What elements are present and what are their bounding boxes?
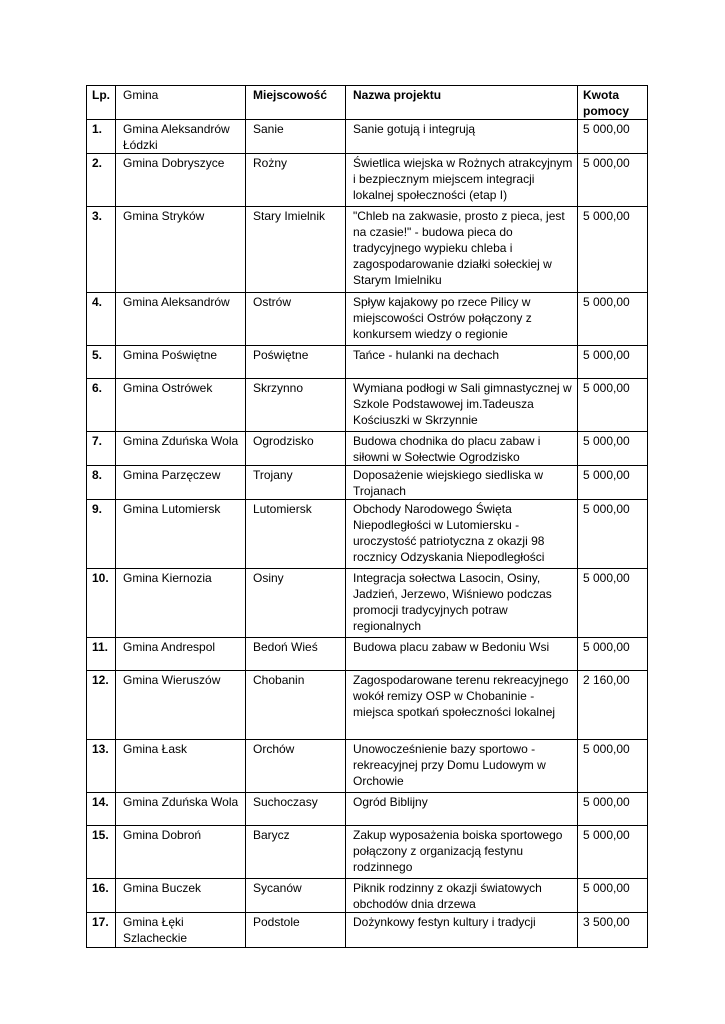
row-lp: 13. bbox=[87, 740, 116, 793]
row-projekt: Dożynkowy festyn kultury i tradycji bbox=[346, 913, 578, 948]
row-kwota: 5 000,00 bbox=[578, 569, 648, 638]
table-row bbox=[87, 879, 648, 913]
row-miejscowosc: Stary Imielnik bbox=[246, 207, 346, 293]
row-gmina: Gmina Andrespol bbox=[116, 638, 246, 671]
row-miejscowosc: Ogrodzisko bbox=[246, 432, 346, 466]
table-row bbox=[87, 466, 648, 500]
table-row bbox=[87, 569, 648, 638]
row-lp: 6. bbox=[87, 379, 116, 432]
row-kwota: 5 000,00 bbox=[578, 879, 648, 913]
row-projekt: Obchody Narodowego Święta Niepodległości w Lutomiersku - uroczystość patriotyczna z okazji 98 rocznicy Odzyskania Niepodległości bbox=[346, 500, 578, 569]
table-row bbox=[87, 120, 648, 154]
table-row bbox=[87, 346, 648, 379]
row-gmina: Gmina Buczek bbox=[116, 879, 246, 913]
row-projekt: Świetlica wiejska w Rożnych atrakcyjnym i bezpiecznym miejscem integracji lokalnej społeczności (etap I) bbox=[346, 154, 578, 207]
row-projekt: Integracja sołectwa Lasocin, Osiny, Jadzień, Jerzewo, Wiśniewo podczas promocji tradycyjnych potraw regionalnych bbox=[346, 569, 578, 638]
row-kwota: 5 000,00 bbox=[578, 793, 648, 826]
row-kwota: 5 000,00 bbox=[578, 826, 648, 879]
projects-table bbox=[86, 85, 648, 948]
table-row bbox=[87, 379, 648, 432]
row-kwota: 5 000,00 bbox=[578, 466, 648, 500]
row-gmina: Gmina Dobroń bbox=[116, 826, 246, 879]
row-projekt: Spływ kajakowy po rzece Pilicy w miejscowości Ostrów połączony z konkursem wiedzy o regionie bbox=[346, 293, 578, 346]
row-lp: 17. bbox=[87, 913, 116, 948]
header-miejscowosc: Miejscowość bbox=[246, 86, 346, 120]
row-gmina: Gmina Zduńska Wola bbox=[116, 432, 246, 466]
row-lp: 11. bbox=[87, 638, 116, 671]
row-miejscowosc: Bedoń Wieś bbox=[246, 638, 346, 671]
row-kwota: 5 000,00 bbox=[578, 207, 648, 293]
row-kwota: 5 000,00 bbox=[578, 154, 648, 207]
table-row bbox=[87, 638, 648, 671]
table-row bbox=[87, 432, 648, 466]
row-kwota: 2 160,00 bbox=[578, 671, 648, 740]
row-lp: 4. bbox=[87, 293, 116, 346]
row-gmina: Gmina Ostrówek bbox=[116, 379, 246, 432]
row-lp: 3. bbox=[87, 207, 116, 293]
row-gmina: Gmina Dobryszyce bbox=[116, 154, 246, 207]
row-gmina: Gmina Poświętne bbox=[116, 346, 246, 379]
row-projekt: Piknik rodzinny z okazji światowych obchodów dnia drzewa bbox=[346, 879, 578, 913]
row-gmina: Gmina Kiernozia bbox=[116, 569, 246, 638]
row-miejscowosc: Ostrów bbox=[246, 293, 346, 346]
row-gmina: Gmina Wieruszów bbox=[116, 671, 246, 740]
row-kwota: 5 000,00 bbox=[578, 740, 648, 793]
table-row bbox=[87, 913, 648, 948]
row-lp: 8. bbox=[87, 466, 116, 500]
row-miejscowosc: Rożny bbox=[246, 154, 346, 207]
row-miejscowosc: Lutomiersk bbox=[246, 500, 346, 569]
table-row bbox=[87, 826, 648, 879]
row-miejscowosc: Skrzynno bbox=[246, 379, 346, 432]
row-gmina: Gmina Zduńska Wola bbox=[116, 793, 246, 826]
row-gmina: Gmina Aleksandrów bbox=[116, 293, 246, 346]
row-projekt: "Chleb na zakwasie, prosto z pieca, jest na czasie!" - budowa pieca do tradycyjnego wypieku chleba i zagospodarowanie działki sołeckiej w Starym Imielniku bbox=[346, 207, 578, 293]
table-row bbox=[87, 500, 648, 569]
table-row bbox=[87, 793, 648, 826]
row-miejscowosc: Trojany bbox=[246, 466, 346, 500]
row-projekt: Doposażenie wiejskiego siedliska w Trojanach bbox=[346, 466, 578, 500]
row-gmina: Gmina Aleksandrów Łódzki bbox=[116, 120, 246, 154]
row-lp: 12. bbox=[87, 671, 116, 740]
row-kwota: 5 000,00 bbox=[578, 500, 648, 569]
row-projekt: Zakup wyposażenia boiska sportowego połączony z organizacją festynu rodzinnego bbox=[346, 826, 578, 879]
row-miejscowosc: Poświętne bbox=[246, 346, 346, 379]
row-miejscowosc: Podstole bbox=[246, 913, 346, 948]
row-kwota: 5 000,00 bbox=[578, 379, 648, 432]
row-gmina: Gmina Stryków bbox=[116, 207, 246, 293]
row-miejscowosc: Sycanów bbox=[246, 879, 346, 913]
row-kwota: 5 000,00 bbox=[578, 120, 648, 154]
row-projekt: Unowocześnienie bazy sportowo - rekreacyjnej przy Domu Ludowym w Orchowie bbox=[346, 740, 578, 793]
row-lp: 1. bbox=[87, 120, 116, 154]
header-lp: Lp. bbox=[87, 86, 116, 120]
row-lp: 10. bbox=[87, 569, 116, 638]
table-row bbox=[87, 671, 648, 740]
row-miejscowosc: Sanie bbox=[246, 120, 346, 154]
row-gmina: Gmina Łask bbox=[116, 740, 246, 793]
row-miejscowosc: Chobanin bbox=[246, 671, 346, 740]
row-kwota: 5 000,00 bbox=[578, 293, 648, 346]
row-kwota: 3 500,00 bbox=[578, 913, 648, 948]
row-lp: 7. bbox=[87, 432, 116, 466]
row-kwota: 5 000,00 bbox=[578, 638, 648, 671]
row-lp: 16. bbox=[87, 879, 116, 913]
row-projekt: Sanie gotują i integrują bbox=[346, 120, 578, 154]
row-gmina: Gmina Parzęczew bbox=[116, 466, 246, 500]
row-projekt: Budowa chodnika do placu zabaw i siłowni w Sołectwie Ogrodzisko bbox=[346, 432, 578, 466]
table-row bbox=[87, 207, 648, 293]
row-lp: 15. bbox=[87, 826, 116, 879]
table-row bbox=[87, 293, 648, 346]
table-row bbox=[87, 154, 648, 207]
row-projekt: Budowa placu zabaw w Bedoniu Wsi bbox=[346, 638, 578, 671]
row-kwota: 5 000,00 bbox=[578, 432, 648, 466]
row-miejscowosc: Suchoczasy bbox=[246, 793, 346, 826]
row-miejscowosc: Orchów bbox=[246, 740, 346, 793]
row-gmina: Gmina Lutomiersk bbox=[116, 500, 246, 569]
header-projekt: Nazwa projektu bbox=[346, 86, 578, 120]
row-lp: 14. bbox=[87, 793, 116, 826]
row-miejscowosc: Barycz bbox=[246, 826, 346, 879]
header-kwota: Kwota pomocy bbox=[578, 86, 648, 120]
row-projekt: Tańce - hulanki na dechach bbox=[346, 346, 578, 379]
header-gmina: Gmina bbox=[116, 86, 246, 120]
row-projekt: Wymiana podłogi w Sali gimnastycznej w Szkole Podstawowej im.Tadeusza Kościuszki w Skrzynnie bbox=[346, 379, 578, 432]
row-lp: 2. bbox=[87, 154, 116, 207]
row-projekt: Zagospodarowane terenu rekreacyjnego wokół remizy OSP w Chobaninie - miejsca spotkań społeczności lokalnej bbox=[346, 671, 578, 740]
row-lp: 5. bbox=[87, 346, 116, 379]
row-miejscowosc: Osiny bbox=[246, 569, 346, 638]
row-gmina: Gmina Łęki Szlacheckie bbox=[116, 913, 246, 948]
table-row bbox=[87, 740, 648, 793]
row-kwota: 5 000,00 bbox=[578, 346, 648, 379]
table-header-row bbox=[87, 86, 648, 120]
row-projekt: Ogród Biblijny bbox=[346, 793, 578, 826]
row-lp: 9. bbox=[87, 500, 116, 569]
